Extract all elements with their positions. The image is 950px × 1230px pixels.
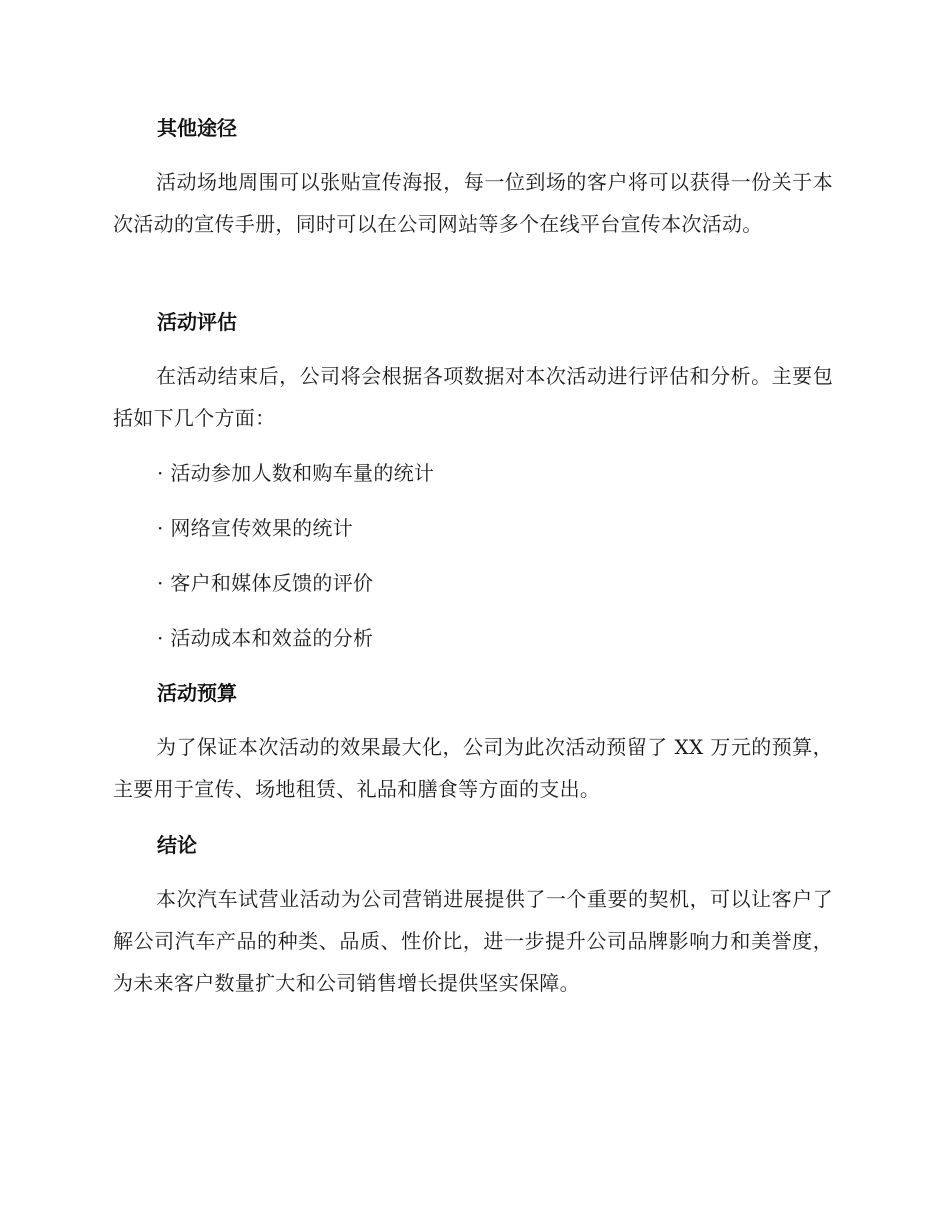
bullet-item: · 网络宣传效果的统计 xyxy=(157,516,354,540)
paragraph-budget: 为了保证本次活动的效果最大化，公司为此次活动预留了 XX 万元的预算，主要用于宣传、场地租赁、礼品和膳食等方面的支出。 xyxy=(113,735,833,801)
paragraph-conclusion: 本次汽车试营业活动为公司营销进展提供了一个重要的契机，可以让客户了解公司汽车产品的种类、品质、性价比，进一步提升公司品牌影响力和美誉度，为未来客户数量扩大和公司销售增长提供坚实保障。 xyxy=(113,887,833,995)
bullet-item: · 客户和媒体反馈的评价 xyxy=(157,571,374,595)
bullet-item: · 活动参加人数和购车量的统计 xyxy=(157,461,435,485)
bullet-item: · 活动成本和效益的分析 xyxy=(157,626,374,650)
paragraph-other-channels: 活动场地周围可以张贴宣传海报，每一位到场的客户将可以获得一份关于本次活动的宣传手册，同时可以在公司网站等多个在线平台宣传本次活动。 xyxy=(113,170,833,236)
paragraph-evaluation: 在活动结束后，公司将会根据各项数据对本次活动进行评估和分析。主要包括如下几个方面： xyxy=(113,364,833,430)
heading-budget: 活动预算 xyxy=(157,681,237,705)
heading-evaluation: 活动评估 xyxy=(157,310,237,334)
heading-conclusion: 结论 xyxy=(157,833,197,857)
heading-other-channels: 其他途径 xyxy=(157,116,237,140)
